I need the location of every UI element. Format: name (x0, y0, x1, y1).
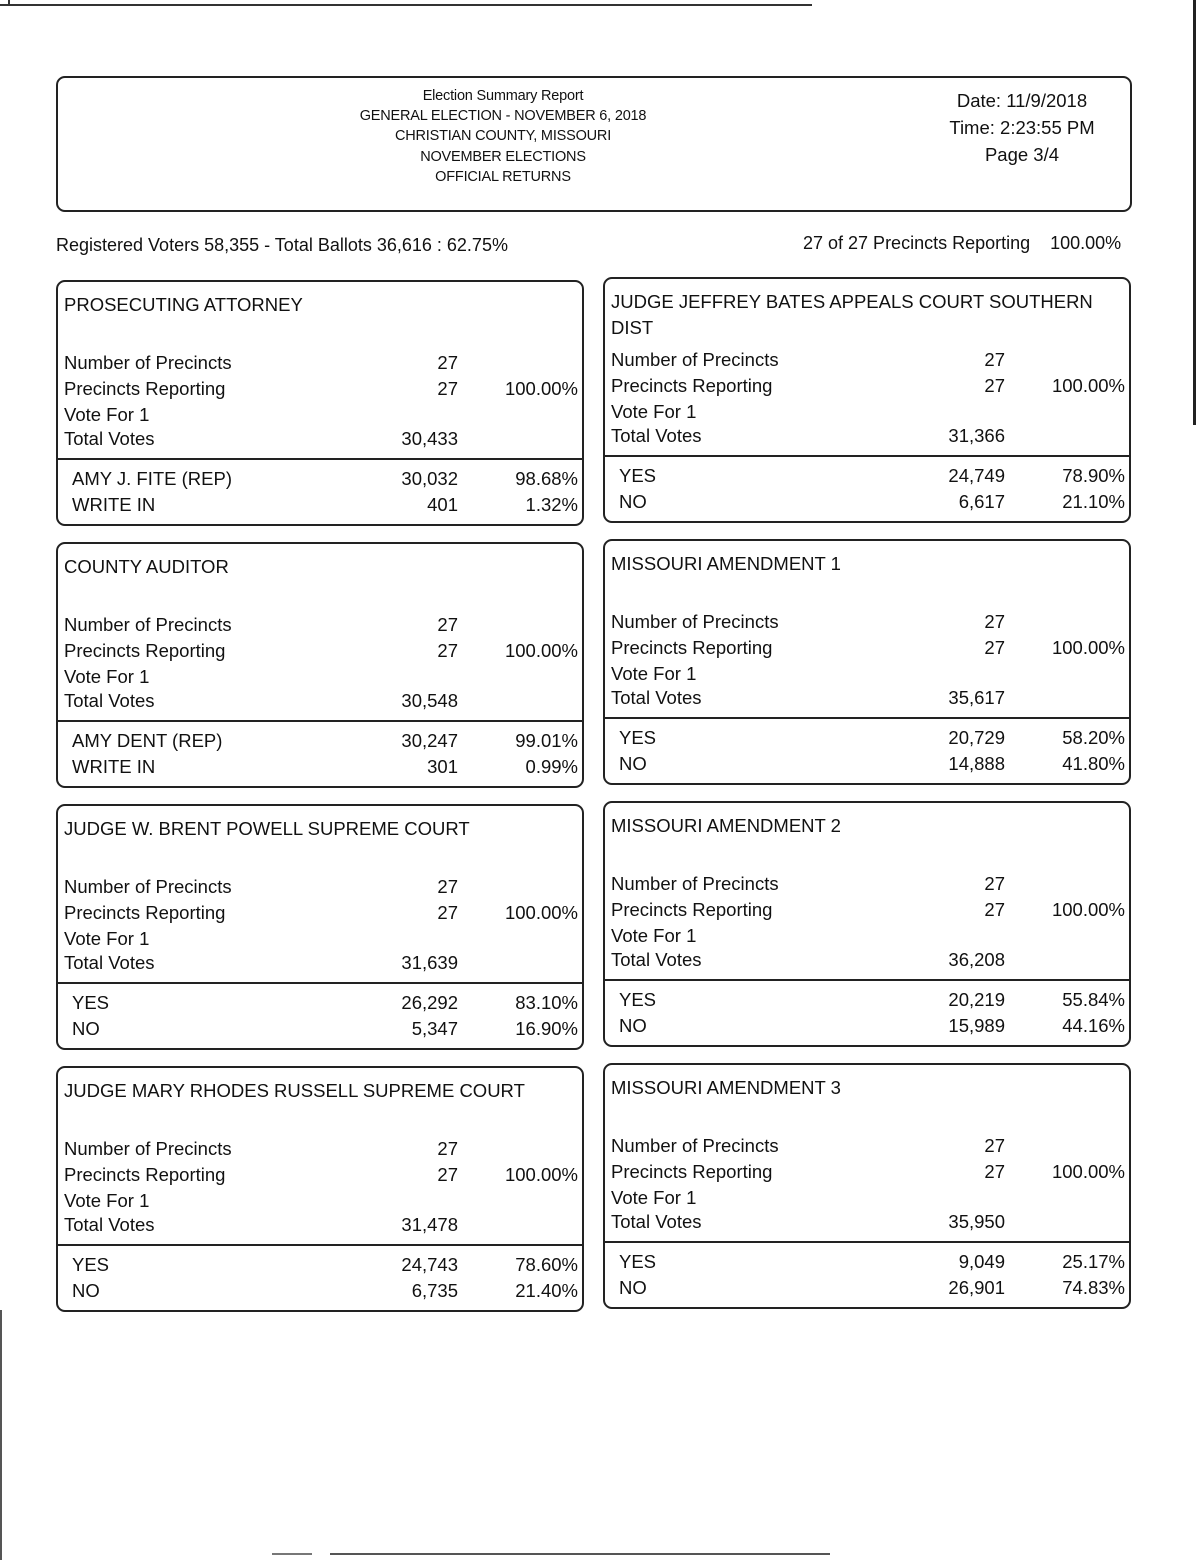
stat-label-precincts-reporting: Precincts Reporting (64, 640, 226, 661)
precincts-reporting-value: 27 (437, 640, 458, 661)
choice-percent: 0.99% (525, 756, 578, 777)
choice-percent: 16.90% (515, 1018, 578, 1039)
stat-label-vote-for: Vote For 1 (611, 401, 697, 422)
contest-box (56, 542, 584, 788)
stat-label-num-precincts: Number of Precincts (64, 614, 232, 635)
report-header (56, 76, 1132, 212)
contest-title: MISSOURI AMENDMENT 2 (611, 815, 841, 836)
report-title: Election Summary Report (422, 88, 584, 104)
page-number: Page 3/4 (984, 144, 1060, 165)
scan-edge-top (0, 4, 812, 6)
total-votes-value: 31,478 (401, 1214, 458, 1235)
choice-name: NO (72, 1280, 100, 1301)
stat-label-num-precincts: Number of Precincts (64, 1138, 232, 1159)
choice-votes: 30,032 (401, 468, 458, 489)
number-of-precincts-value: 27 (437, 1138, 458, 1159)
contest-box (603, 539, 1131, 785)
contest-title: JUDGE MARY RHODES RUSSELL SUPREME COURT (64, 1080, 525, 1101)
stat-label-precincts-reporting: Precincts Reporting (611, 1161, 773, 1182)
contest-title: MISSOURI AMENDMENT 1 (611, 553, 841, 574)
precincts-reporting-value: 27 (984, 375, 1005, 396)
choice-percent: 99.01% (515, 730, 578, 751)
stat-label-total-votes: Total Votes (64, 690, 155, 711)
contest-box (56, 1066, 584, 1312)
stat-label-total-votes: Total Votes (611, 949, 702, 970)
precincts-reporting-percent: 100.00% (504, 378, 578, 399)
choice-percent: 78.60% (515, 1254, 578, 1275)
choice-percent: 78.90% (1062, 465, 1125, 486)
county-name: CHRISTIAN COUNTY, MISSOURI (394, 128, 612, 145)
stat-label-precincts-reporting: Precincts Reporting (611, 637, 773, 658)
choice-name: NO (619, 753, 647, 774)
number-of-precincts-value: 27 (984, 1135, 1005, 1156)
stat-label-vote-for: Vote For 1 (64, 928, 150, 949)
stat-label-vote-for: Vote For 1 (64, 1190, 150, 1211)
results-divider (58, 458, 582, 460)
scan-edge-right (1193, 0, 1196, 425)
total-votes-value: 31,366 (948, 425, 1005, 446)
stat-label-num-precincts: Number of Precincts (64, 352, 232, 373)
results-divider (605, 717, 1129, 719)
return-type: OFFICIAL RETURNS (435, 168, 571, 185)
choice-votes: 6,735 (411, 1280, 458, 1301)
stat-label-vote-for: Vote For 1 (64, 666, 150, 687)
report-meta (922, 87, 1122, 168)
stat-label-vote-for: Vote For 1 (611, 1187, 697, 1208)
report-date: Date: 11/9/2018 (956, 90, 1088, 111)
choice-name: YES (619, 1251, 657, 1272)
contest-title: JUDGE W. BRENT POWELL SUPREME COURT (64, 818, 470, 839)
results-divider (58, 720, 582, 722)
choice-percent: 21.40% (515, 1280, 578, 1301)
choice-name: WRITE IN (72, 756, 156, 777)
number-of-precincts-value: 27 (437, 352, 458, 373)
total-votes-value: 35,617 (948, 687, 1005, 708)
choice-percent: 1.32% (525, 494, 578, 515)
choice-votes: 26,292 (401, 992, 458, 1013)
precincts-reporting-percent: 100.00% (504, 902, 578, 923)
choice-votes: 24,749 (948, 465, 1005, 486)
stat-label-num-precincts: Number of Precincts (64, 876, 232, 897)
stat-label-total-votes: Total Votes (64, 1214, 155, 1235)
scan-edge-bottom-mark (272, 1553, 312, 1555)
choice-percent: 58.20% (1062, 727, 1125, 748)
choice-percent: 98.68% (515, 468, 578, 489)
choice-percent: 21.10% (1062, 491, 1125, 512)
precincts-reporting-value: 27 (984, 899, 1005, 920)
choice-percent: 74.83% (1062, 1277, 1125, 1298)
precincts-reporting-percent: 100.00% (1051, 637, 1125, 658)
number-of-precincts-value: 27 (984, 611, 1005, 632)
results-divider (58, 1244, 582, 1246)
choice-percent: 55.84% (1062, 989, 1125, 1010)
registration-summary: Registered Voters 58,355 - Total Ballots 36,616 : 62.75% (56, 235, 508, 255)
precincts-reporting-value: 27 (984, 1161, 1005, 1182)
results-divider (605, 979, 1129, 981)
choice-votes: 15,989 (948, 1015, 1005, 1036)
results-divider (605, 1241, 1129, 1243)
stat-label-num-precincts: Number of Precincts (611, 349, 779, 370)
total-votes-value: 31,639 (401, 952, 458, 973)
choice-votes: 26,901 (948, 1277, 1005, 1298)
contest-title: MISSOURI AMENDMENT 3 (611, 1077, 841, 1098)
choice-votes: 30,247 (401, 730, 458, 751)
choice-name: YES (619, 989, 657, 1010)
number-of-precincts-value: 27 (984, 873, 1005, 894)
contest-box (603, 801, 1131, 1047)
report-title-block (58, 86, 948, 187)
stat-label-num-precincts: Number of Precincts (611, 873, 779, 894)
choice-name: WRITE IN (72, 494, 156, 515)
choice-name: YES (72, 1254, 110, 1275)
stat-label-total-votes: Total Votes (611, 425, 702, 446)
stat-label-precincts-reporting: Precincts Reporting (64, 902, 226, 923)
precincts-summary: 27 of 27 Precincts Reporting 100.00% (803, 233, 1122, 253)
choice-name: AMY J. FITE (REP) (72, 468, 233, 489)
choice-votes: 24,743 (401, 1254, 458, 1275)
contest-box (603, 1063, 1131, 1309)
stat-label-total-votes: Total Votes (64, 952, 155, 973)
stat-label-total-votes: Total Votes (611, 687, 702, 708)
number-of-precincts-value: 27 (984, 349, 1005, 370)
scan-edge-left (0, 1310, 2, 1560)
contest-title: JUDGE JEFFREY BATES APPEALS COURT SOUTHERN DIST (611, 291, 1093, 338)
number-of-precincts-value: 27 (437, 614, 458, 635)
choice-percent: 41.80% (1062, 753, 1125, 774)
contest-box (56, 280, 584, 526)
choice-name: AMY DENT (REP) (72, 730, 223, 751)
total-votes-value: 36,208 (948, 949, 1005, 970)
stat-label-precincts-reporting: Precincts Reporting (611, 375, 773, 396)
contest-title: PROSECUTING ATTORNEY (64, 294, 303, 315)
precincts-reporting-percent: 100.00% (504, 640, 578, 661)
scan-edge-bottom (330, 1553, 830, 1555)
choice-votes: 301 (427, 756, 458, 777)
stat-label-vote-for: Vote For 1 (611, 925, 697, 946)
choice-votes: 6,617 (958, 491, 1005, 512)
stat-label-precincts-reporting: Precincts Reporting (611, 899, 773, 920)
precincts-reporting-value: 27 (437, 378, 458, 399)
election-name: GENERAL ELECTION - NOVEMBER 6, 2018 (359, 108, 647, 125)
precincts-reporting-value: 27 (437, 1164, 458, 1185)
stat-label-vote-for: Vote For 1 (64, 404, 150, 425)
stat-label-vote-for: Vote For 1 (611, 663, 697, 684)
election-group: NOVEMBER ELECTIONS (420, 148, 586, 165)
contest-title: COUNTY AUDITOR (64, 556, 229, 577)
choice-votes: 20,219 (948, 989, 1005, 1010)
precincts-reporting-percent: 100.00% (504, 1164, 578, 1185)
choice-percent: 44.16% (1062, 1015, 1125, 1036)
choice-name: NO (619, 491, 647, 512)
choice-votes: 14,888 (948, 753, 1005, 774)
stat-label-num-precincts: Number of Precincts (611, 611, 779, 632)
scan-edge-mark (8, 0, 10, 6)
precincts-reporting-value: 27 (984, 637, 1005, 658)
choice-percent: 83.10% (515, 992, 578, 1013)
total-votes-value: 30,433 (401, 428, 458, 449)
stat-label-precincts-reporting: Precincts Reporting (64, 378, 226, 399)
precincts-reporting-percent: 100.00% (1051, 375, 1125, 396)
stat-label-total-votes: Total Votes (611, 1211, 702, 1232)
precincts-reporting-percent: 100.00% (1051, 1161, 1125, 1182)
choice-name: YES (619, 465, 657, 486)
precincts-reporting-value: 27 (437, 902, 458, 923)
results-divider (58, 982, 582, 984)
choice-name: YES (72, 992, 110, 1013)
contest-box (603, 277, 1131, 523)
results-divider (605, 455, 1129, 457)
total-votes-value: 30,548 (401, 690, 458, 711)
choice-votes: 5,347 (411, 1018, 458, 1039)
choice-name: NO (619, 1015, 647, 1036)
contest-box (56, 804, 584, 1050)
report-time: Time: 2:23:55 PM (949, 117, 1095, 138)
choice-votes: 401 (427, 494, 458, 515)
choice-votes: 20,729 (948, 727, 1005, 748)
choice-name: NO (72, 1018, 100, 1039)
choice-votes: 9,049 (958, 1251, 1005, 1272)
number-of-precincts-value: 27 (437, 876, 458, 897)
choice-percent: 25.17% (1062, 1251, 1125, 1272)
stat-label-total-votes: Total Votes (64, 428, 155, 449)
total-votes-value: 35,950 (948, 1211, 1005, 1232)
stat-label-num-precincts: Number of Precincts (611, 1135, 779, 1156)
choice-name: YES (619, 727, 657, 748)
choice-name: NO (619, 1277, 647, 1298)
precincts-reporting-percent: 100.00% (1051, 899, 1125, 920)
stat-label-precincts-reporting: Precincts Reporting (64, 1164, 226, 1185)
